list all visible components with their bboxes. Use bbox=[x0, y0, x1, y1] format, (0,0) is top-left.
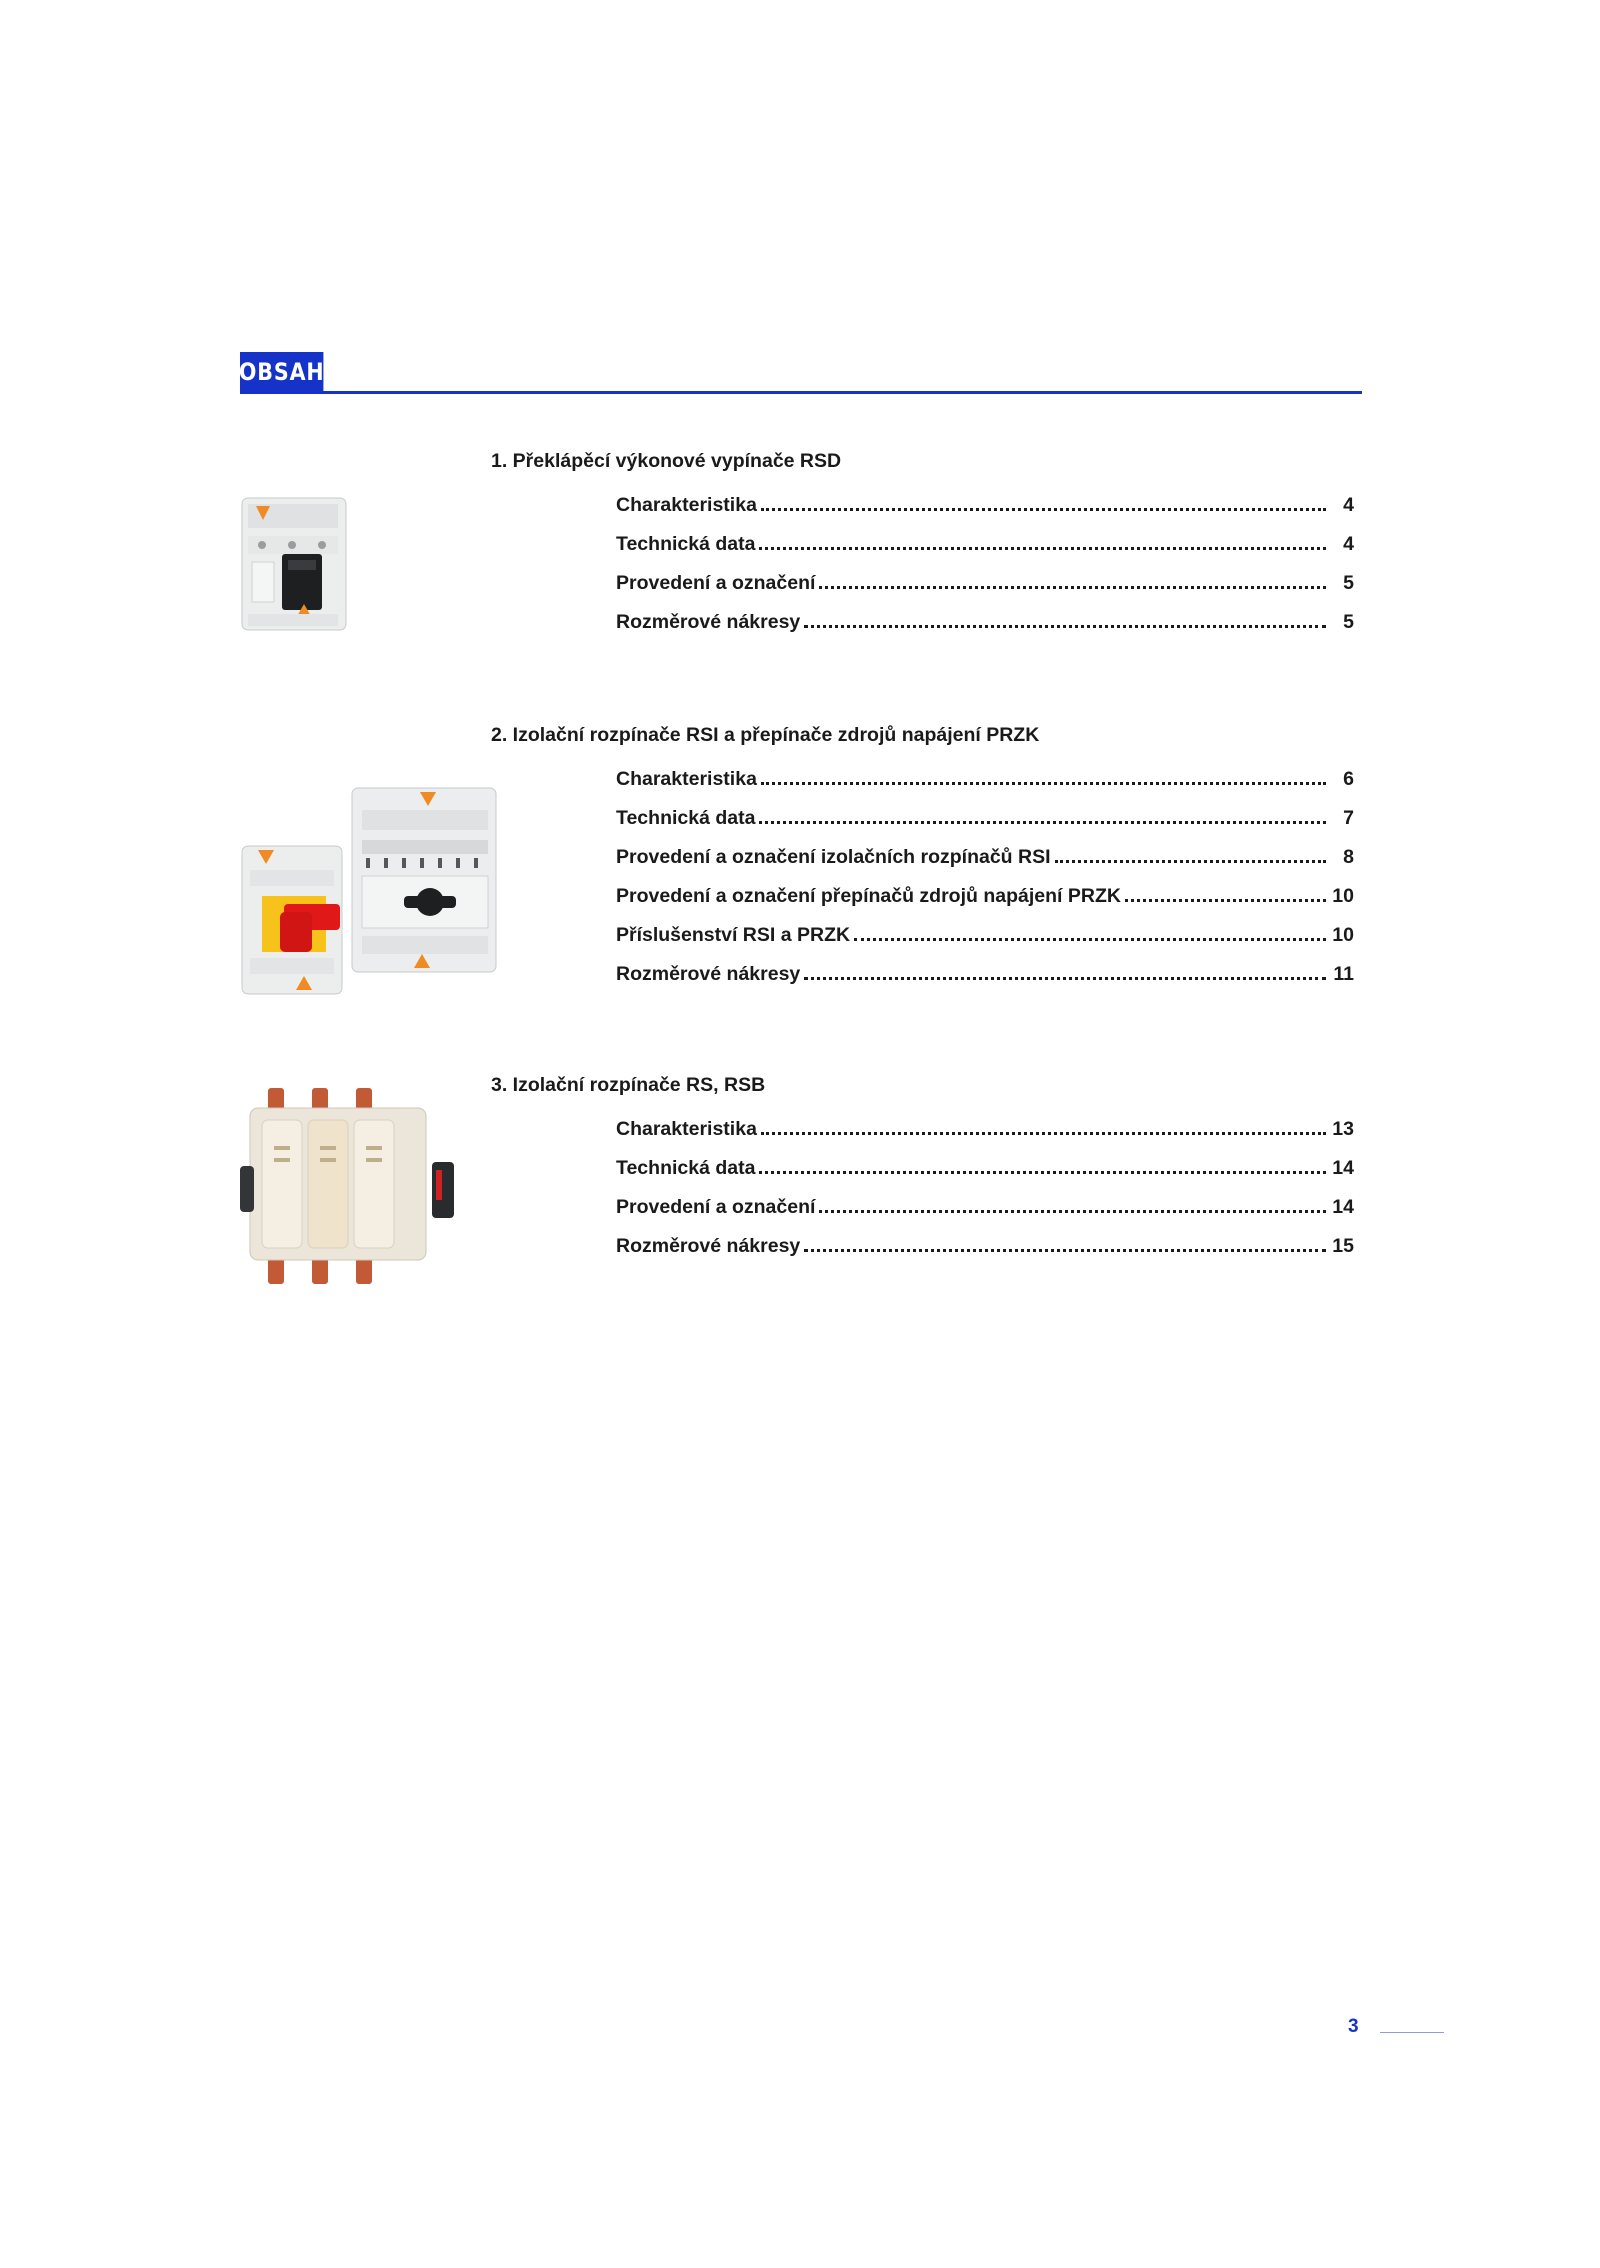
toc-entry-page: 6 bbox=[1343, 768, 1354, 790]
toc-dot-leader bbox=[804, 957, 1326, 980]
toc-entry-page: 4 bbox=[1343, 533, 1354, 555]
rsi-przk-switches-photo bbox=[240, 786, 498, 998]
toc-entry[interactable] bbox=[616, 879, 1354, 905]
page-header bbox=[240, 352, 1362, 394]
toc-entry-label: Rozměrové nákresy bbox=[616, 963, 804, 986]
toc-entry[interactable] bbox=[616, 1112, 1354, 1138]
toc-entry-label: Příslušenství RSI a PRZK bbox=[616, 924, 854, 947]
toc-entry-page: 13 bbox=[1332, 1118, 1354, 1140]
toc-entry[interactable] bbox=[616, 1151, 1354, 1177]
section-title-1: 1. Překlápěcí výkonové vypínače RSD bbox=[491, 450, 842, 472]
footer-rule bbox=[1380, 2032, 1444, 2033]
rs-rsb-switch-photo bbox=[240, 1086, 462, 1286]
toc-entry-label: Technická data bbox=[616, 807, 759, 830]
toc-entry[interactable] bbox=[616, 801, 1354, 827]
toc-entry[interactable] bbox=[616, 605, 1354, 631]
toc-entry-label: Technická data bbox=[616, 1157, 759, 1180]
toc-entry-label: Rozměrové nákresy bbox=[616, 611, 804, 634]
toc-dot-leader bbox=[759, 1151, 1326, 1174]
toc-dot-leader bbox=[761, 488, 1326, 511]
toc-entry-label: Provedení a označení přepínačů zdrojů napájení PRZK bbox=[616, 885, 1125, 908]
toc-entry-label: Charakteristika bbox=[616, 1118, 761, 1141]
toc-entry-label: Provedení a označení izolačních rozpínačů RSI bbox=[616, 846, 1055, 869]
section-title-3: 3. Izolační rozpínače RS, RSB bbox=[491, 1074, 766, 1096]
toc-entry[interactable] bbox=[616, 566, 1354, 592]
header-rule bbox=[240, 391, 1362, 394]
toc-dot-leader bbox=[759, 527, 1326, 550]
toc-dot-leader bbox=[759, 801, 1326, 824]
toc-dot-leader bbox=[1125, 879, 1326, 902]
toc-entry[interactable] bbox=[616, 918, 1354, 944]
toc-entry-label: Charakteristika bbox=[616, 768, 761, 791]
toc-dot-leader bbox=[804, 1229, 1326, 1252]
toc-entry-page: 5 bbox=[1343, 572, 1354, 594]
toc-dot-leader bbox=[819, 566, 1326, 589]
toc-dot-leader bbox=[819, 1190, 1326, 1213]
toc-entry-page: 11 bbox=[1333, 963, 1354, 985]
toc-dot-leader bbox=[804, 605, 1326, 628]
toc-entry-page: 7 bbox=[1343, 807, 1354, 829]
section-title-2: 2. Izolační rozpínače RSI a přepínače zdrojů napájení PRZK bbox=[491, 724, 1040, 746]
page-number: 3 bbox=[1348, 2016, 1359, 2037]
toc-entry[interactable] bbox=[616, 1190, 1354, 1216]
toc-entry-label: Charakteristika bbox=[616, 494, 761, 517]
toc-entry-page: 15 bbox=[1332, 1235, 1354, 1257]
toc-entry[interactable] bbox=[616, 957, 1354, 983]
toc-entry[interactable] bbox=[616, 488, 1354, 514]
toc-entry[interactable] bbox=[616, 527, 1354, 553]
toc-entry[interactable] bbox=[616, 1229, 1354, 1255]
toc-entry-page: 14 bbox=[1332, 1196, 1354, 1218]
toc-entry-label: Technická data bbox=[616, 533, 759, 556]
toc-dot-leader bbox=[761, 762, 1326, 785]
toc-entry-label: Provedení a označení bbox=[616, 572, 819, 595]
page-title: OBSAH bbox=[240, 352, 323, 391]
toc-entry-page: 5 bbox=[1343, 611, 1354, 633]
toc-entry[interactable] bbox=[616, 762, 1354, 788]
toc-entry-page: 14 bbox=[1332, 1157, 1354, 1179]
toc-dot-leader bbox=[1055, 840, 1326, 863]
toc-entry-label: Provedení a označení bbox=[616, 1196, 819, 1219]
toc-entry-page: 10 bbox=[1332, 885, 1354, 907]
toc-entry-page: 8 bbox=[1343, 846, 1354, 868]
toc-entry[interactable] bbox=[616, 840, 1354, 866]
toc-dot-leader bbox=[854, 918, 1326, 941]
toc-dot-leader bbox=[761, 1112, 1326, 1135]
rsd-switch-photo bbox=[240, 496, 348, 632]
toc-entry-page: 10 bbox=[1332, 924, 1354, 946]
toc-entry-label: Rozměrové nákresy bbox=[616, 1235, 804, 1258]
toc-entry-page: 4 bbox=[1343, 494, 1354, 516]
